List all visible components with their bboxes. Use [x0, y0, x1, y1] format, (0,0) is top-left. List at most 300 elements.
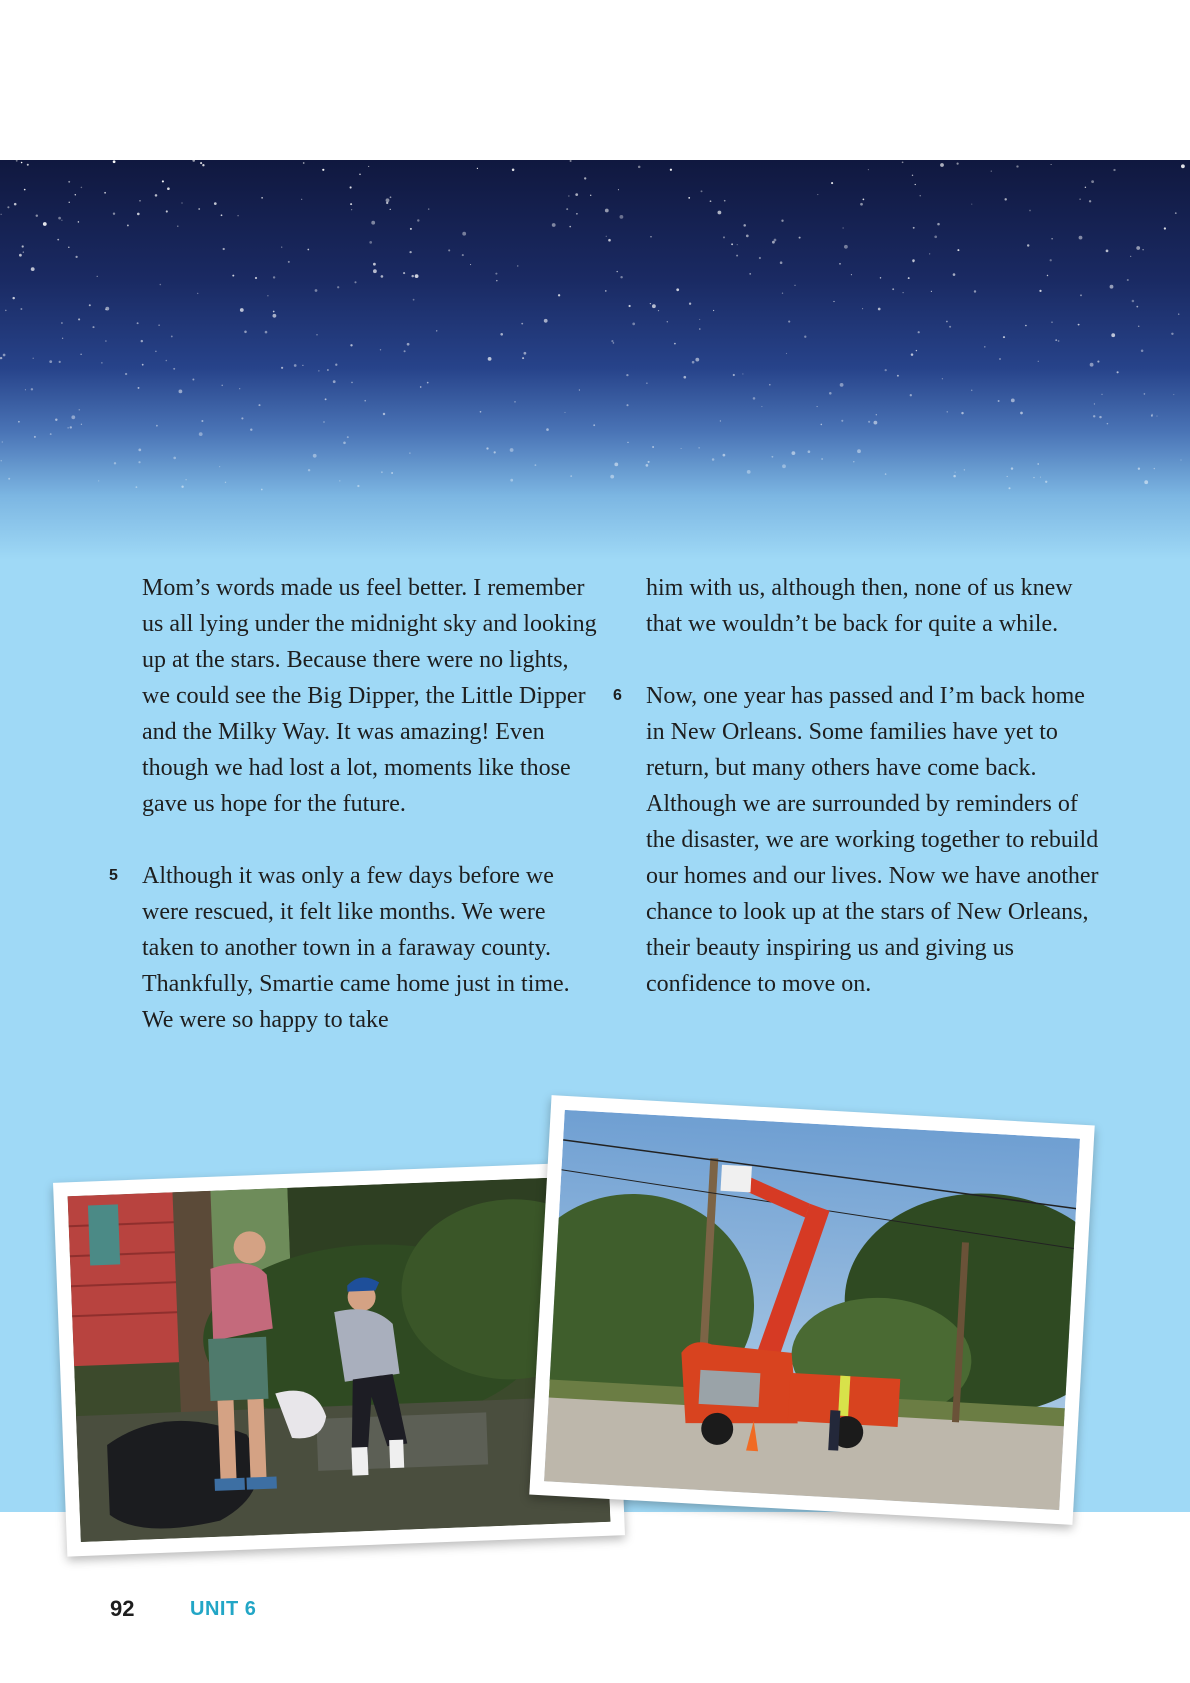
- star: [610, 475, 614, 479]
- star: [961, 412, 963, 414]
- star: [942, 378, 943, 379]
- star: [761, 406, 762, 407]
- star: [448, 249, 450, 251]
- star: [1101, 394, 1102, 395]
- star: [1138, 326, 1140, 328]
- star: [998, 400, 1000, 402]
- star: [646, 382, 647, 383]
- star: [89, 304, 91, 306]
- star: [1080, 294, 1082, 296]
- star: [244, 331, 247, 334]
- star: [885, 369, 887, 371]
- star: [486, 447, 488, 449]
- star: [333, 380, 336, 383]
- star: [1097, 361, 1099, 363]
- star: [688, 197, 690, 199]
- star: [1037, 463, 1039, 465]
- star: [417, 219, 419, 221]
- star: [1099, 416, 1101, 418]
- star: [1151, 415, 1153, 417]
- star: [1138, 468, 1140, 470]
- star: [710, 200, 712, 202]
- star: [897, 375, 899, 377]
- star: [155, 194, 158, 197]
- star: [782, 293, 783, 294]
- star: [302, 365, 303, 366]
- star: [844, 245, 848, 249]
- star: [1106, 250, 1109, 253]
- star: [674, 343, 676, 345]
- star: [383, 413, 385, 415]
- star: [21, 162, 23, 164]
- star: [158, 324, 159, 325]
- star: [794, 285, 795, 286]
- star: [281, 367, 283, 369]
- star: [1051, 164, 1052, 165]
- star: [351, 209, 352, 210]
- star: [833, 301, 834, 302]
- star: [934, 235, 937, 238]
- star: [470, 264, 471, 265]
- star: [912, 259, 915, 262]
- star: [27, 164, 29, 166]
- star: [920, 195, 921, 196]
- star: [156, 425, 158, 427]
- star: [648, 461, 650, 463]
- star: [1004, 198, 1006, 200]
- star: [957, 163, 959, 165]
- star: [786, 353, 787, 354]
- star: [75, 256, 77, 258]
- star: [991, 170, 992, 171]
- star: [307, 249, 309, 251]
- star: [652, 304, 656, 308]
- star: [373, 269, 377, 273]
- star: [743, 224, 746, 227]
- star: [261, 197, 262, 198]
- star: [181, 486, 183, 488]
- star: [699, 328, 701, 330]
- star: [1136, 246, 1140, 250]
- star: [910, 394, 912, 396]
- star: [863, 199, 865, 201]
- star: [221, 385, 222, 386]
- star: [70, 426, 72, 428]
- star: [339, 480, 340, 481]
- star: [868, 169, 869, 170]
- star: [2, 441, 3, 442]
- star: [1038, 361, 1039, 362]
- star: [1136, 306, 1138, 308]
- star: [1117, 371, 1119, 373]
- star: [781, 220, 783, 222]
- star: [81, 187, 83, 189]
- star: [18, 421, 20, 423]
- star: [676, 288, 679, 291]
- star: [974, 290, 976, 292]
- star: [620, 276, 622, 278]
- star: [142, 364, 144, 366]
- star: [0, 357, 2, 359]
- star: [214, 202, 217, 205]
- star: [113, 160, 116, 163]
- star: [325, 398, 327, 400]
- star: [1011, 467, 1013, 469]
- paragraph: [142, 570, 602, 822]
- star: [652, 446, 654, 448]
- star: [699, 319, 700, 320]
- star: [512, 169, 515, 172]
- star: [294, 364, 297, 367]
- star: [544, 319, 548, 323]
- star: [373, 263, 376, 266]
- star: [570, 475, 572, 477]
- star: [772, 241, 775, 244]
- star: [957, 249, 959, 251]
- star: [281, 246, 282, 247]
- star: [614, 463, 618, 467]
- star: [1111, 333, 1115, 337]
- star: [232, 275, 234, 277]
- star: [613, 342, 615, 344]
- star: [892, 288, 894, 290]
- star: [381, 275, 384, 278]
- star: [1142, 249, 1143, 250]
- star: [749, 273, 751, 275]
- star: [646, 464, 649, 467]
- star: [1020, 412, 1023, 415]
- star: [105, 340, 107, 342]
- star: [50, 433, 52, 435]
- star: [403, 272, 405, 274]
- star: [386, 202, 388, 204]
- star: [570, 160, 572, 162]
- star: [670, 169, 672, 171]
- star: [113, 213, 115, 215]
- star: [61, 220, 62, 221]
- star: [308, 469, 310, 471]
- star: [593, 424, 595, 426]
- star: [984, 346, 985, 347]
- star: [1141, 349, 1144, 352]
- star: [500, 333, 503, 336]
- star: [579, 389, 580, 390]
- star: [97, 276, 98, 277]
- star: [58, 217, 61, 220]
- star: [199, 432, 203, 436]
- star: [878, 308, 881, 311]
- star: [410, 228, 412, 230]
- star: [1055, 339, 1057, 341]
- star: [34, 436, 36, 438]
- star: [420, 386, 422, 388]
- unit-label: UNIT 6: [190, 1598, 257, 1620]
- star: [347, 436, 349, 438]
- star: [1079, 198, 1081, 200]
- star: [273, 276, 275, 278]
- star: [522, 357, 524, 359]
- star: [33, 358, 34, 359]
- star: [1045, 481, 1047, 483]
- star: [1085, 187, 1086, 188]
- star: [517, 265, 518, 266]
- star: [141, 340, 143, 342]
- star: [31, 267, 35, 271]
- star: [49, 360, 52, 363]
- star: [80, 354, 81, 355]
- star: [98, 480, 99, 481]
- star: [495, 273, 497, 275]
- star: [337, 286, 339, 288]
- star: [701, 190, 703, 192]
- star: [947, 411, 948, 412]
- star: [173, 368, 175, 370]
- star: [1091, 180, 1094, 183]
- star: [357, 485, 359, 487]
- star: [68, 181, 70, 183]
- star: [829, 392, 832, 395]
- star: [81, 424, 82, 425]
- star: [1011, 399, 1015, 403]
- star: [1130, 256, 1131, 257]
- star: [620, 215, 624, 219]
- star: [1175, 212, 1177, 214]
- star: [840, 383, 844, 387]
- paragraph-number: 5: [109, 867, 118, 884]
- star: [261, 489, 263, 491]
- star: [569, 226, 571, 228]
- star: [955, 472, 956, 473]
- star: [368, 166, 369, 167]
- star: [769, 384, 771, 386]
- star: [1040, 477, 1041, 478]
- star: [185, 479, 186, 480]
- star: [1008, 487, 1010, 489]
- star: [201, 420, 203, 422]
- star: [462, 232, 466, 236]
- star: [799, 237, 801, 239]
- star: [301, 199, 302, 200]
- star: [723, 236, 725, 238]
- star: [564, 412, 565, 413]
- star: [75, 194, 76, 195]
- star: [712, 458, 715, 461]
- star: [288, 261, 290, 263]
- star: [428, 208, 429, 209]
- star: [138, 461, 140, 463]
- star: [351, 382, 353, 384]
- star: [79, 409, 81, 411]
- star: [364, 400, 366, 402]
- star: [510, 448, 514, 452]
- star: [223, 248, 225, 250]
- star: [880, 277, 881, 278]
- star: [202, 164, 204, 166]
- star: [912, 175, 913, 176]
- utility-truck-photo: [529, 1095, 1094, 1525]
- utility-truck-photo-image: [544, 1110, 1080, 1510]
- star: [627, 442, 628, 443]
- star: [616, 271, 617, 272]
- star: [221, 214, 223, 216]
- star: [1058, 340, 1060, 342]
- star: [273, 314, 277, 318]
- star: [477, 168, 478, 169]
- star: [1039, 290, 1041, 292]
- star: [1051, 238, 1052, 239]
- star: [139, 200, 141, 202]
- star: [1164, 227, 1166, 229]
- star: [949, 326, 951, 328]
- star: [380, 349, 381, 350]
- star: [78, 221, 80, 223]
- star: [902, 292, 903, 293]
- star: [1, 214, 2, 215]
- star: [742, 373, 743, 374]
- star: [67, 427, 68, 428]
- star: [695, 358, 699, 362]
- star: [136, 486, 138, 488]
- star: [386, 198, 390, 202]
- star: [605, 290, 607, 292]
- star: [101, 362, 102, 363]
- star: [681, 448, 682, 449]
- star: [127, 224, 129, 226]
- star: [590, 195, 591, 196]
- star: [546, 428, 549, 431]
- star: [1113, 169, 1115, 171]
- star: [350, 203, 352, 205]
- paragraph: [109, 858, 602, 1038]
- star: [390, 196, 392, 198]
- star: [514, 401, 515, 402]
- star: [36, 214, 38, 216]
- star: [568, 195, 569, 196]
- star: [237, 215, 239, 217]
- star: [496, 280, 498, 282]
- star: [462, 254, 464, 256]
- star: [105, 309, 106, 310]
- star: [411, 275, 413, 277]
- star: [1025, 325, 1027, 327]
- star: [843, 227, 844, 228]
- star: [698, 447, 699, 448]
- star: [817, 406, 818, 407]
- star: [782, 464, 786, 468]
- star: [7, 206, 9, 208]
- star: [315, 289, 318, 292]
- star: [720, 420, 721, 421]
- star: [137, 322, 139, 324]
- star: [255, 277, 257, 279]
- star: [22, 245, 24, 247]
- star: [575, 193, 578, 196]
- star: [125, 373, 127, 375]
- star: [303, 162, 305, 164]
- star: [31, 388, 33, 390]
- star: [552, 223, 556, 227]
- star: [853, 461, 854, 462]
- star: [350, 344, 352, 346]
- star: [608, 239, 611, 242]
- star: [718, 211, 722, 215]
- star: [69, 202, 70, 203]
- star: [313, 454, 317, 458]
- star: [1144, 393, 1146, 395]
- star: [427, 382, 429, 384]
- star: [322, 169, 324, 171]
- star: [166, 210, 168, 212]
- star: [808, 450, 811, 453]
- star: [137, 213, 140, 216]
- star: [839, 263, 840, 264]
- star: [480, 411, 482, 413]
- star: [931, 291, 932, 292]
- star: [946, 321, 948, 323]
- star: [167, 187, 170, 190]
- star: [971, 204, 972, 205]
- star: [953, 273, 956, 276]
- star: [780, 261, 783, 264]
- star: [605, 209, 609, 213]
- star: [736, 255, 738, 257]
- star: [746, 235, 749, 238]
- star: [62, 338, 63, 339]
- star: [488, 357, 492, 361]
- star: [354, 281, 356, 283]
- star: [737, 244, 738, 245]
- star: [267, 295, 268, 296]
- star: [219, 466, 220, 467]
- star: [1079, 236, 1083, 240]
- star: [606, 236, 607, 237]
- star: [733, 374, 735, 376]
- star: [78, 318, 80, 320]
- star: [618, 189, 619, 190]
- left-text-column: [109, 570, 602, 1038]
- star: [12, 297, 14, 299]
- star: [165, 360, 167, 362]
- star: [359, 173, 361, 175]
- star: [1181, 164, 1185, 168]
- star: [343, 442, 346, 445]
- star: [862, 308, 863, 309]
- star: [316, 334, 318, 336]
- star: [876, 414, 877, 415]
- star: [771, 456, 773, 458]
- star: [258, 404, 260, 406]
- star: [1094, 403, 1095, 404]
- star: [759, 257, 761, 259]
- star: [200, 162, 202, 164]
- star: [788, 321, 790, 323]
- star: [650, 303, 651, 304]
- star: [323, 421, 324, 422]
- paragraph-number: 6: [613, 687, 622, 704]
- star: [638, 166, 641, 169]
- star: [971, 390, 973, 392]
- star: [1144, 480, 1148, 484]
- star: [1027, 244, 1029, 246]
- star: [25, 389, 26, 390]
- paragraph-text: Now, one year has passed and I’m back home in New Orleans. Some families have yet to return, but many others have come back. Although we are surrounded by reminders of the disaster, we are working together to rebuild our homes and our lives. Now we have another chance to look up at the stars of New Orleans, their beauty inspiring us and giving us confidence to move on.: [646, 683, 1099, 997]
- star: [692, 361, 695, 364]
- star: [57, 239, 59, 241]
- star: [1047, 275, 1048, 276]
- star: [1003, 336, 1005, 338]
- star: [8, 478, 10, 480]
- star: [689, 303, 691, 305]
